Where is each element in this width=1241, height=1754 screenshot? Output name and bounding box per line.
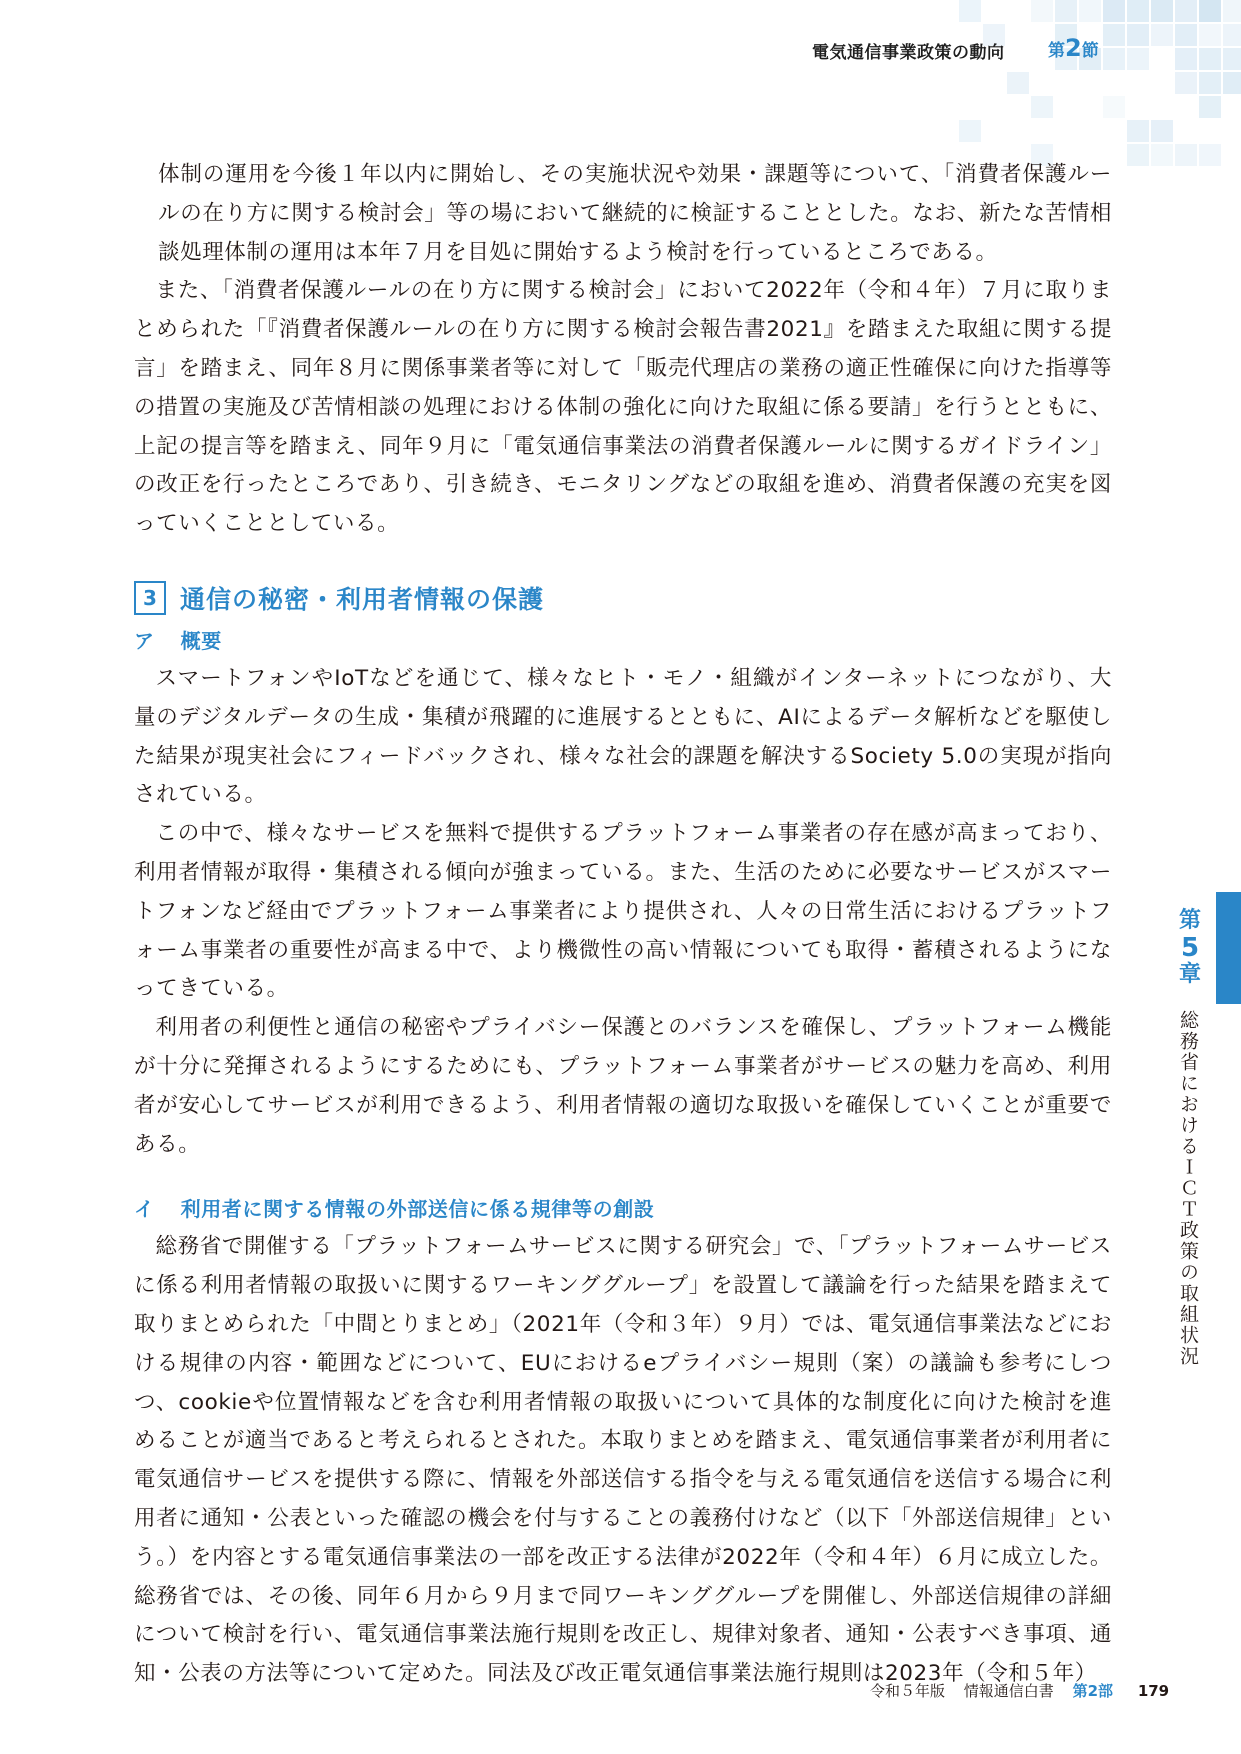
section-number: 2 xyxy=(1065,34,1082,62)
section-suffix: 節 xyxy=(1081,41,1099,61)
section-number-box: 3 xyxy=(134,581,166,615)
mosaic-tile xyxy=(1103,48,1125,70)
mosaic-tile xyxy=(959,120,981,142)
mosaic-tile xyxy=(1151,24,1173,46)
mosaic-tile xyxy=(1199,24,1221,46)
mosaic-tile xyxy=(1199,144,1221,166)
mosaic-tile xyxy=(1175,144,1197,166)
mosaic-tile xyxy=(1199,96,1221,118)
page-body xyxy=(134,156,1112,1694)
mosaic-tile xyxy=(1175,0,1197,22)
footer-part: 第2部 xyxy=(1072,1682,1114,1700)
subsection-heading-i xyxy=(134,1190,1112,1228)
page-footer xyxy=(870,1680,1183,1701)
subsection-title: 概要 xyxy=(180,628,222,653)
mosaic-tile xyxy=(1223,48,1241,70)
overview-paragraph-1: スマートフォンやIoTなどを通じて、様々なヒト・モノ・組織がインターネットにつながり、大量のデジタルデータの生成・集積が飛躍的に進展するとともに、AIによるデータ解析などを駆使した結果が現実社会にフィードバックされ、様々な社会的課題を解決するSociety 5.0の実現が指向されている。 xyxy=(134,665,1112,808)
chapter-number: 5 xyxy=(1180,933,1200,963)
mosaic-tile xyxy=(1151,0,1173,22)
mosaic-tile xyxy=(1127,0,1149,22)
mosaic-tile xyxy=(1199,48,1221,70)
subsection-marker: ア xyxy=(134,628,155,653)
mosaic-tile xyxy=(1127,144,1149,166)
page-number: 179 xyxy=(1137,1682,1170,1700)
chapter-tab-label xyxy=(1168,908,1212,988)
intro-paragraph-2: また、「消費者保護ルールの在り方に関する検討会」において2022年（令和４年）７月に取りまとめられた「『消費者保護ルールの在り方に関する検討会報告書2021』を踏まえた取組に関する提言」を踏まえ、同年８月に関係事業者等に対して「販売代理店の業務の適正性確保に向けた指導等の措置の実施及び苦情相談の処理における体制の強化に向けた取組に係る要請」を行うとともに、上記の提言等を踏まえ、同年９月に「電気通信事業法の消費者保護ルールに関するガイドライン」の改正を行ったところであり、引き続き、モニタリングなどの取組を進め、消費者保護の充実を図っていくこととしている。 xyxy=(134,278,1112,537)
mosaic-tile xyxy=(1199,0,1221,22)
mosaic-tile xyxy=(1055,0,1077,22)
chapter-side-title: 総務省におけるＩＣＴ政策の取組状況 xyxy=(1177,1010,1199,1367)
mosaic-tile xyxy=(1223,0,1241,22)
mosaic-tile xyxy=(1127,48,1149,70)
mosaic-tile xyxy=(1199,72,1221,94)
footer-edition: 令和５年版 xyxy=(870,1682,946,1700)
mosaic-tile xyxy=(1223,24,1241,46)
mosaic-tile xyxy=(1175,72,1197,94)
subsection-title: 利用者に関する情報の外部送信に係る規律等の創設 xyxy=(180,1197,655,1222)
mosaic-tile xyxy=(1103,24,1125,46)
mosaic-tile xyxy=(1127,120,1149,142)
mosaic-tile xyxy=(1103,0,1125,22)
running-header-section xyxy=(1048,34,1099,62)
mosaic-tile xyxy=(1151,120,1173,142)
mosaic-tile xyxy=(1007,72,1029,94)
mosaic-tile xyxy=(1127,24,1149,46)
running-header-title: 電気通信事業政策の動向 xyxy=(812,43,1005,63)
chapter-suffix: 章 xyxy=(1178,962,1201,987)
mosaic-tile xyxy=(1079,0,1101,22)
section-heading xyxy=(134,574,1112,622)
footer-book-title: 情報通信白書 xyxy=(963,1682,1054,1700)
subsection-marker: イ xyxy=(134,1197,155,1222)
header-mosaic-decoration xyxy=(911,0,1241,170)
mosaic-tile xyxy=(1175,24,1197,46)
section-prefix: 第 xyxy=(1048,41,1065,61)
mosaic-tile xyxy=(1103,96,1125,118)
mosaic-tile xyxy=(1031,0,1053,22)
intro-paragraph-1: 体制の運用を今後１年以内に開始し、その実施状況や効果・課題等について、「消費者保護ルールの在り方に関する検討会」等の場において継続的に検証することとした。なお、新たな苦情相談処理体制の運用は本年７月を目処に開始するよう検討を行っているところである。 xyxy=(158,162,1112,265)
section-title: 通信の秘密・利用者情報の保護 xyxy=(180,584,545,614)
external-transmission-paragraph: 総務省で開催する「プラットフォームサービスに関する研究会」で、「プラットフォームサービスに係る利用者情報の取扱いに関するワーキンググループ」を設置して議論を行った結果を踏まえて取りまとめられた「中間とりまとめ」（2021年（令和３年）９月）では、電気通信事業法などにおける規律の内容・範囲などについて、EUにおけるeプライバシー規則（案）の議論も参考にしつつ、cookieや位置情報などを含む利用者情報の取扱いについて具体的な制度化に向けた検討を進めることが適当であると考えられるとされた。本取りまとめを踏まえ、電気通信事業者が利用者に電気通信サービスを提供する際に、情報を外部送信する指令を与える電気通信を送信する場合に利用者に通知・公表といった確認の機会を付与することの義務付けなど（以下「外部送信規律」という。）を内容とする電気通信事業法の一部を改正する法律が2022年（令和４年）６月に成立した。総務省では、その後、同年６月から９月まで同ワーキンググループを開催し、外部送信規律の詳細について検討を行い、電気通信事業法施行規則を改正し、規律対象者、通知・公表すべき事項、通知・公表の方法等について定めた。同法及び改正電気通信事業法施行規則は2023年（令和５年） xyxy=(134,1234,1112,1687)
subsection-heading-a xyxy=(134,622,1112,660)
overview-paragraph-2: この中で、様々なサービスを無料で提供するプラットフォーム事業者の存在感が高まっており、利用者情報が取得・集積される傾向が強まっている。また、生活のために必要なサービスがスマートフォンなど経由でプラットフォーム事業者により提供され、人々の日常生活におけるプラットフォーム事業者の重要性が高まる中で、より機微性の高い情報についても取得・蓄積されるようになってきている。 xyxy=(134,821,1112,1002)
chapter-tab-bar xyxy=(1216,892,1241,1004)
chapter-prefix: 第 xyxy=(1178,908,1201,933)
mosaic-tile xyxy=(1151,144,1173,166)
mosaic-tile xyxy=(1223,72,1241,94)
mosaic-tile xyxy=(959,0,981,22)
mosaic-tile xyxy=(1031,96,1053,118)
mosaic-tile xyxy=(1175,48,1197,70)
overview-paragraph-3: 利用者の利便性と通信の秘密やプライバシー保護とのバランスを確保し、プラットフォーム機能が十分に発揮されるようにするためにも、プラットフォーム事業者がサービスの魅力を高め、利用者が安心してサービスが利用できるよう、利用者情報の適切な取扱いを確保していくことが重要である。 xyxy=(134,1015,1112,1157)
